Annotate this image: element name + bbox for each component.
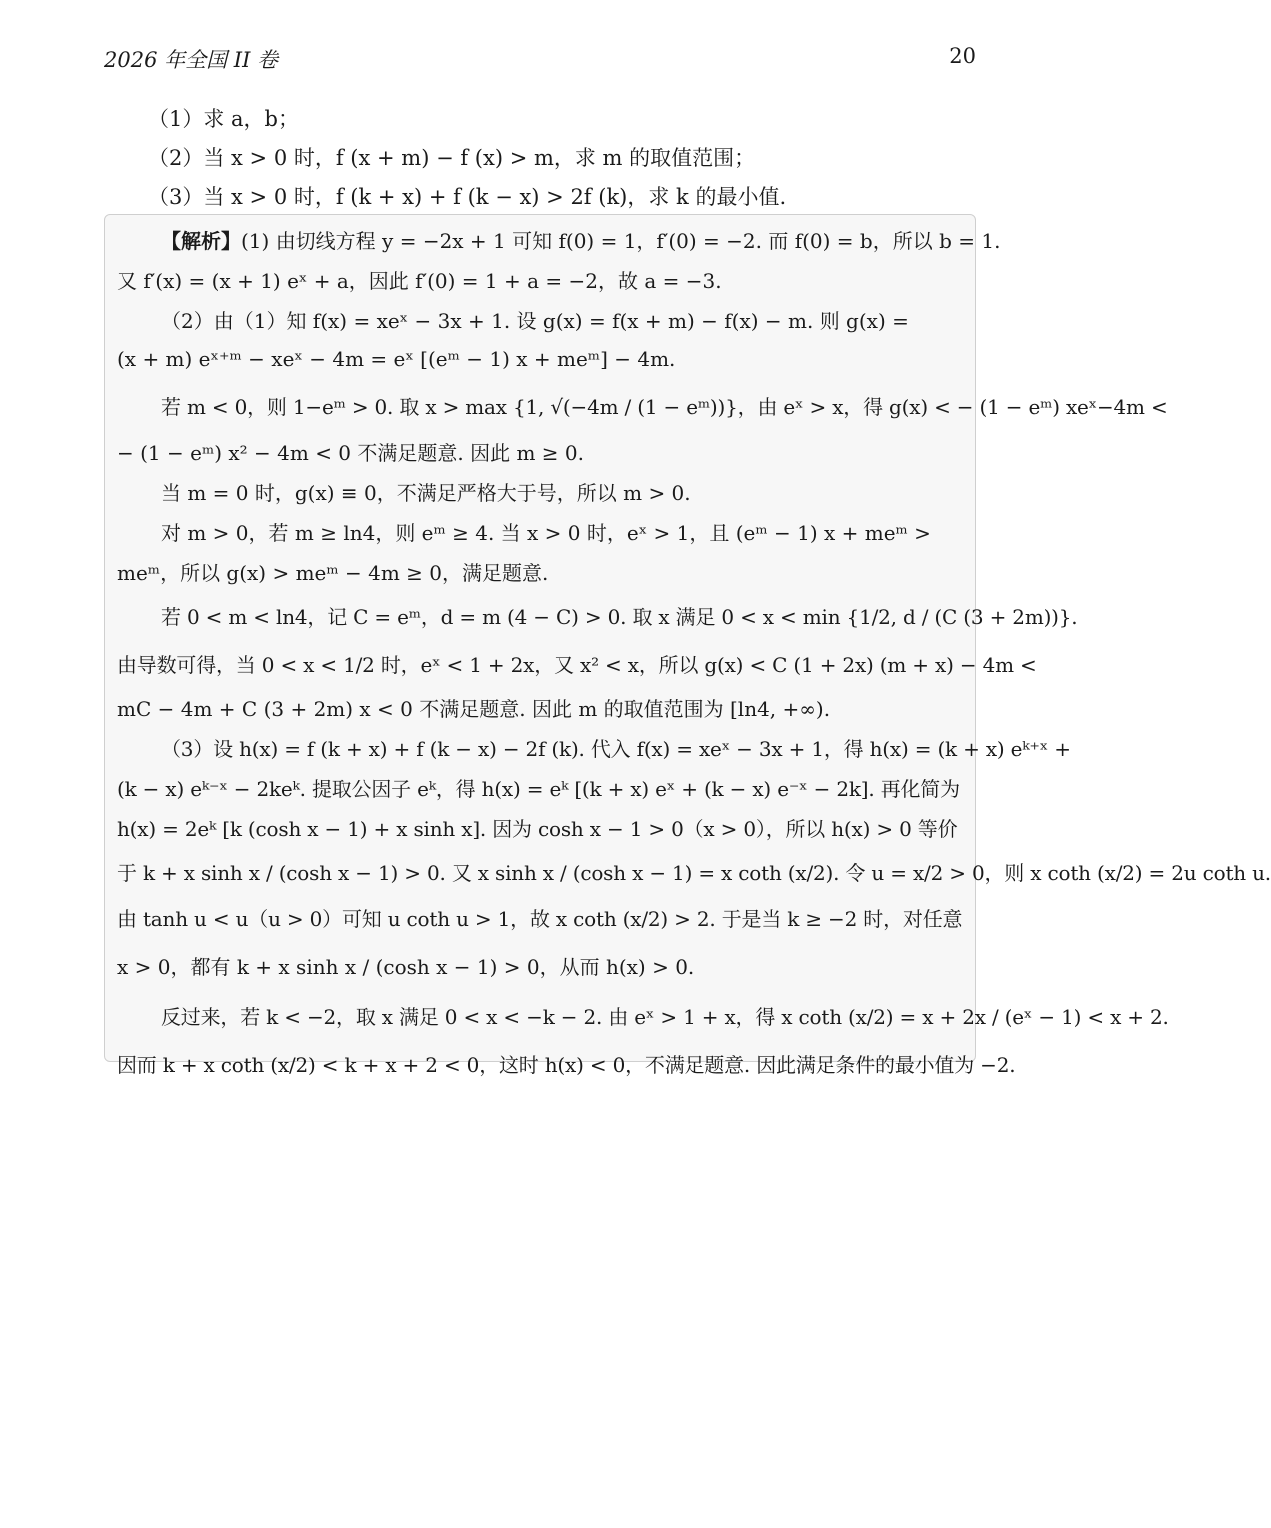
solution-line: 于 k + x sinh x / (cosh x − 1) > 0. 又 x sinh x / (cosh x − 1) = x coth (x/2). 令 u = x/2 > 0，则 x coth (x/2) = 2u coth u. — [117, 860, 1271, 885]
exam-title: 2026 年全国 II 卷 — [104, 48, 279, 72]
solution-line: 由 tanh u < u（u > 0）可知 u coth u > 1，故 x coth (x/2) > 2. 于是当 k ≥ −2 时，对任意 — [117, 906, 963, 931]
solution-line: h(x) = 2eᵏ [k (cosh x − 1) + x sinh x]. 因为 cosh x − 1 > 0（x > 0），所以 h(x) > 0 等价 — [117, 816, 958, 841]
question-part-1: （1）求 a，b； — [148, 107, 299, 131]
page-header — [104, 44, 976, 76]
solution-text: (1) 由切线方程 y = −2x + 1 可知 f(0) = 1，f′(0) = −2. 而 f(0) = b，所以 b = 1. — [241, 228, 1001, 253]
solution-line: meᵐ，所以 g(x) > meᵐ − 4m ≥ 0，满足题意. — [117, 560, 549, 585]
solution-line: （3）设 h(x) = f (k + x) + f (k − x) − 2f (k). 代入 f(x) = xeˣ − 3x + 1，得 h(x) = (k + x) eᵏ⁺ˣ + — [161, 736, 1071, 761]
solution-box — [104, 214, 1271, 1077]
question-part-3: （3）当 x > 0 时，f (k + x) + f (k − x) > 2f (k)，求 k 的最小值. — [148, 185, 787, 209]
solution-label: 【解析】 — [161, 228, 241, 253]
solution-line: (k − x) eᵏ⁻ˣ − 2keᵏ. 提取公因子 eᵏ，得 h(x) = eᵏ [(k + x) eˣ + (k − x) e⁻ˣ − 2k]. 再化简为 — [117, 776, 960, 801]
solution-lines — [117, 219, 1271, 1087]
solution-line: 对 m > 0，若 m ≥ ln4，则 eᵐ ≥ 4. 当 x > 0 时，eˣ > 1，且 (eᵐ − 1) x + meᵐ > — [161, 520, 931, 545]
solution-line: 当 m = 0 时，g(x) ≡ 0，不满足严格大于号，所以 m > 0. — [161, 480, 691, 505]
solution-line: (x + m) eˣ⁺ᵐ − xeˣ − 4m = eˣ [(eᵐ − 1) x + meᵐ] − 4m. — [117, 347, 676, 371]
solution-line: x > 0，都有 k + x sinh x / (cosh x − 1) > 0，从而 h(x) > 0. — [117, 954, 695, 979]
question-parts — [148, 100, 968, 217]
solution-line — [117, 219, 1001, 259]
solution-line: 若 m < 0，则 1−eᵐ > 0. 取 x > max {1, √(−4m / (1 − eᵐ))}，由 eˣ > x，得 g(x) < − (1 − eᵐ) xeˣ−4m < — [161, 394, 1168, 419]
question-part-2: （2）当 x > 0 时，f (x + m) − f (x) > m，求 m 的取值范围； — [148, 146, 756, 170]
solution-line: − (1 − eᵐ) x² − 4m < 0 不满足题意. 因此 m ≥ 0. — [117, 440, 584, 465]
solution-line: 反过来，若 k < −2，取 x 满足 0 < x < −k − 2. 由 eˣ > 1 + x，得 x coth (x/2) = x + 2x / (eˣ − 1) < x + 2. — [161, 1004, 1169, 1029]
solution-line: 又 f′(x) = (x + 1) eˣ + a，因此 f′(0) = 1 + a = −2，故 a = −3. — [117, 268, 722, 293]
solution-line: 因而 k + x coth (x/2) < k + x + 2 < 0，这时 h(x) < 0，不满足题意. 因此满足条件的最小值为 −2. — [117, 1052, 1016, 1077]
solution-line: 若 0 < m < ln4，记 C = eᵐ，d = m (4 − C) > 0. 取 x 满足 0 < x < min {1/2, d / (C (3 + 2m))}. — [161, 604, 1078, 629]
solution-line: mC − 4m + C (3 + 2m) x < 0 不满足题意. 因此 m 的取值范围为 [ln4, +∞). — [117, 696, 831, 721]
solution-line: （2）由（1）知 f(x) = xeˣ − 3x + 1. 设 g(x) = f(x + m) − f(x) − m. 则 g(x) = — [161, 308, 909, 333]
solution-line: 由导数可得，当 0 < x < 1/2 时，eˣ < 1 + 2x，又 x² < x，所以 g(x) < C (1 + 2x) (m + x) − 4m < — [117, 652, 1037, 677]
page-number: 20 — [949, 44, 976, 68]
